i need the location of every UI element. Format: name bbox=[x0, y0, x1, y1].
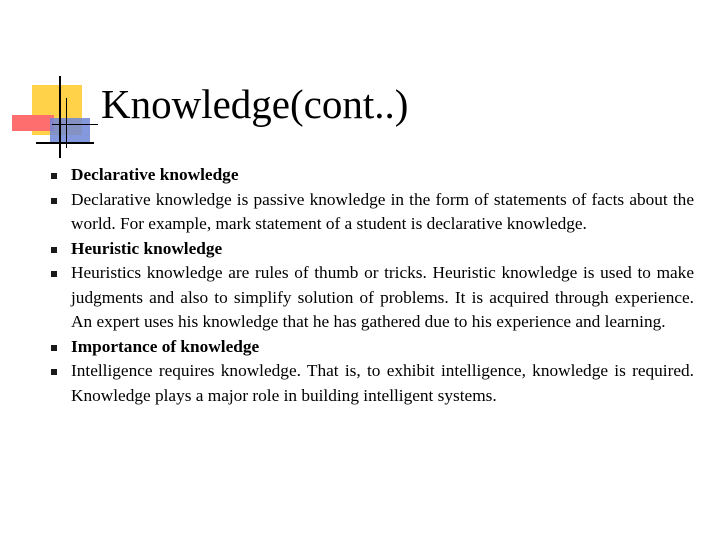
horizontal-line-thin bbox=[52, 124, 98, 125]
red-bar bbox=[12, 115, 54, 131]
bullet-text: Intelligence requires knowledge. That is, to exhibit intelligence, knowledge is required. Knowledge plays a major role in building intelligent systems. bbox=[71, 361, 694, 405]
square-bullet-icon bbox=[51, 345, 57, 351]
bullet-item bbox=[46, 163, 694, 188]
horizontal-line bbox=[36, 142, 94, 144]
template-logo bbox=[0, 0, 110, 170]
square-bullet-icon bbox=[51, 369, 57, 375]
square-bullet-icon bbox=[51, 198, 57, 204]
vertical-line-thin bbox=[66, 98, 67, 148]
blue-square bbox=[50, 118, 90, 144]
bullet-text: Heuristics knowledge are rules of thumb or tricks. Heuristic knowledge is used to make judgments and also to simplify solution of problems. It is acquired through experience. An expert uses his knowledge that he has gathered due to his experience and learning. bbox=[71, 263, 694, 331]
bullet-text: Importance of knowledge bbox=[71, 336, 260, 356]
slide-title: Knowledge(cont..) bbox=[101, 81, 409, 127]
bullet-item bbox=[46, 261, 694, 335]
bullet-item bbox=[46, 188, 694, 237]
bullet-text: Declarative knowledge bbox=[71, 165, 239, 184]
square-bullet-icon bbox=[51, 271, 57, 277]
square-bullet-icon bbox=[51, 173, 57, 179]
bullet-text: Heuristic knowledge bbox=[71, 238, 223, 258]
bullet-list bbox=[46, 163, 694, 408]
bullet-item bbox=[46, 359, 694, 408]
bullet-item bbox=[46, 335, 694, 360]
vertical-line bbox=[59, 76, 61, 158]
bullet-text: Declarative knowledge is passive knowledge in the form of statements of facts about the world. For example, mark statement of a student is declarative knowledge. bbox=[71, 189, 694, 233]
square-bullet-icon bbox=[51, 247, 57, 253]
bullet-item bbox=[46, 237, 694, 262]
